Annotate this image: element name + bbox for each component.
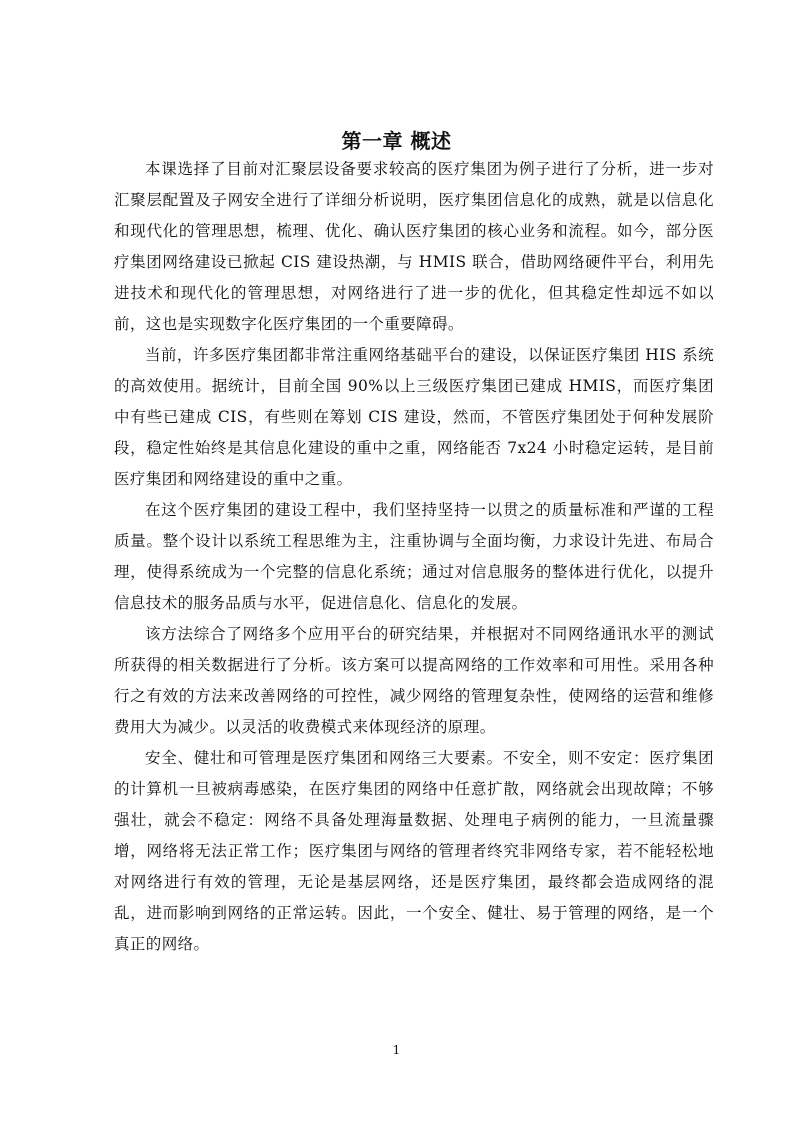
body-text [114, 154, 714, 960]
chapter-title: 第一章 概述 [341, 129, 452, 154]
page-number: 1 [392, 1043, 401, 1057]
paragraph-1: 本课选择了目前对汇聚层设备要求较高的医疗集团为例子进行了分析，进一步对汇聚层配置及子网安全进行了详细分析说明，医疗集团信息化的成熟，就是以信息化和现代化的管理思想，梳理、优化、确认医疗集团的核心业务和流程。如今，部分医疗集团网络建设已掀起 CIS 建设热潮，与 HMIS 联合，借助网络硬件平台，利用先进技术和现代化的管理思想，对网络进行了进一步的优化，但其稳定性却远不如以前，这也是实现数字化医疗集团的一个重要障碍。 [114, 160, 714, 333]
paragraph-3: 在这个医疗集团的建设工程中，我们坚持坚持一以贯之的质量标准和严谨的工程质量。整个设计以系统工程思维为主，注重协调与全面均衡，力求设计先进、布局合理，使得系统成为一个完整的信息化系统；通过对信息服务的整体进行优化，以提升信息技术的服务品质与水平，促进信息化、信息化的发展。 [114, 501, 714, 612]
paragraph-4: 该方法综合了网络多个应用平台的研究结果，并根据对不同网络通讯水平的测试所获得的相关数据进行了分析。该方案可以提高网络的工作效率和可用性。采用各种行之有效的方法来改善网络的可控性，减少网络的管理复杂性，使网络的运营和维修费用大为减少。以灵活的收费模式来体现经济的原理。 [114, 625, 714, 736]
paragraph-2: 当前，许多医疗集团都非常注重网络基础平台的建设，以保证医疗集团 HIS 系统的高效使用。据统计，目前全国 90%以上三级医疗集团已建成 HMIS，而医疗集团中有些已建成 CIS，有些则在筹划 CIS 建设，然而，不管医疗集团处于何种发展阶段，稳定性始终是其信息化建设的重中之重，网络能否 7x24 小时稳定运转，是目前医疗集团和网络建设的重中之重。 [114, 346, 714, 488]
paragraph-5: 安全、健壮和可管理是医疗集团和网络三大要素。不安全，则不安定：医疗集团的计算机一旦被病毒感染，在医疗集团的网络中任意扩散，网络就会出现故障；不够强壮，就会不稳定：网络不具备处理海量数据、处理电子病例的能力，一旦流量骤增，网络将无法正常工作；医疗集团与网络的管理者终究非网络专家，若不能轻松地对网络进行有效的管理，无论是基层网络，还是医疗集团，最终都会造成网络的混乱，进而影响到网络的正常运转。因此，一个安全、健壮、易于管理的网络，是一个真正的网络。 [114, 749, 714, 953]
